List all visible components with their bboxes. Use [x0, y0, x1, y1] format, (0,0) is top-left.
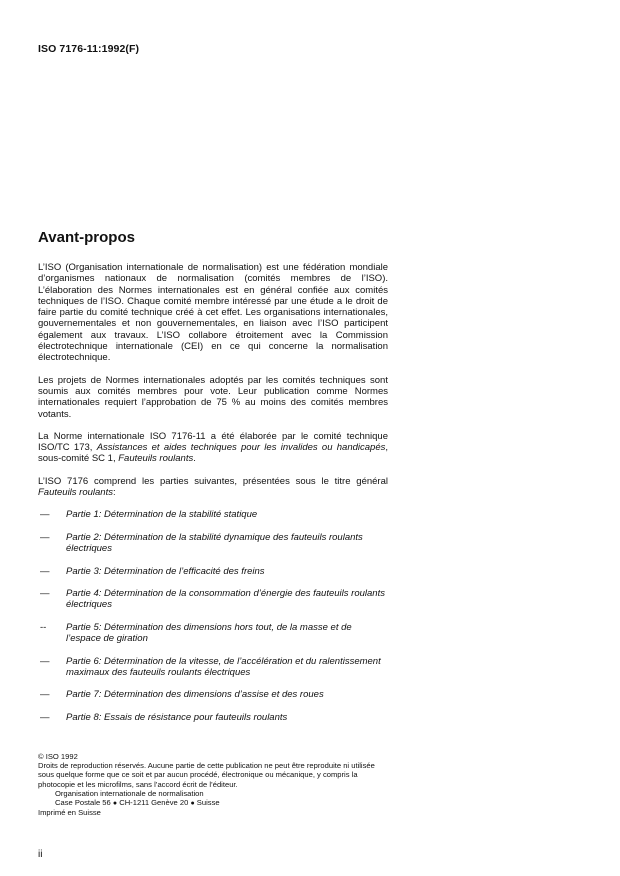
paragraph-parts-intro — [38, 476, 388, 499]
paragraph-committee — [38, 431, 388, 465]
parts-intro-title: Fauteuils roulants — [38, 487, 113, 499]
bullet-separator: ● — [190, 800, 195, 808]
list-dash: — — [40, 711, 50, 723]
committee-lead-text: La Norme internationale ISO 7176-11 a été élaborée par le comité technique ISO/TC 173, — [38, 430, 388, 454]
list-dash: -- — [40, 621, 47, 633]
rights-notice: Droits de reproduction réservés. Aucune partie de cette publication ne peut être reproduite ni utilisée sous quelque forme que ce soit et par aucun procédé, électronique ou mécanique, y compris la photocopie et les microfilms, sans l’accord écrit de l’éditeur. — [38, 761, 375, 789]
address-line-2: CH-1211 Genève 20 — [119, 798, 189, 808]
copyright-footer — [38, 752, 388, 817]
list-dash: — — [40, 509, 50, 521]
list-item — [38, 566, 388, 577]
paragraph-iso-intro: L’ISO (Organisation internationale de normalisation) est une fédération mondiale d’organismes nationaux de normalisation (comités membres de l’ISO). L’élaboration des Normes internationales est en général confiée aux comités techniques de l’ISO. Chaque comité membre intéressé par une étude a le droit de faire partie du comité technique créé à cet effet. Les organisations internationales, gouvernementales et non gouvernementales, en liaison avec l’ISO participent également aux travaux. L’ISO collabore étroitement avec la Commission électrotechnique internationale (CEI) en ce qui concerne la normalisation électrotechnique. — [38, 262, 388, 364]
bullet-separator: ● — [112, 800, 118, 808]
part-text: Partie 7: Détermination des dimensions d’assise et des roues — [66, 689, 324, 701]
address-line-3: Suisse — [196, 798, 220, 808]
part-text: Partie 6: Détermination de la vitesse, de l’accélération et du ralentissement maximaux des fauteuils roulants électriques — [66, 655, 381, 678]
parts-intro-end: : — [112, 487, 116, 499]
list-item — [38, 622, 388, 645]
committee-sc-title: Fauteuils roulants — [118, 453, 194, 465]
printed-in: Imprimé en Suisse — [38, 808, 101, 818]
part-text: Partie 5: Détermination des dimensions hors tout, de la masse et de l’espace de giration — [66, 621, 352, 645]
part-text: Partie 4: Détermination de la consommation d’énergie des fauteuils roulants électriques — [66, 587, 385, 611]
committee-end-text: . — [193, 453, 196, 465]
parts-list — [38, 509, 388, 723]
list-item — [38, 656, 388, 679]
list-dash: — — [40, 531, 50, 543]
copyright-line: © ISO 1992 — [38, 752, 78, 761]
committee-mid-text: , sous-comité SC 1, — [38, 442, 388, 465]
list-dash: — — [40, 689, 50, 701]
part-text: Partie 8: Essais de résistance pour fauteuils roulants — [66, 711, 288, 723]
list-item — [38, 689, 388, 700]
page-number: ii — [38, 849, 43, 860]
address-line-1: Case Postale 56 — [55, 798, 111, 808]
part-text: Partie 2: Détermination de la stabilité dynamique des fauteuils roulants électriques — [66, 531, 363, 555]
section-title: Avant-propos — [38, 229, 135, 246]
part-text: Partie 1: Détermination de la stabilité statique — [66, 509, 258, 521]
list-item — [38, 712, 388, 723]
committee-tc-title: Assistances et aides techniques pour les invalides ou handicapés — [96, 442, 386, 454]
list-item — [38, 532, 388, 555]
list-dash: — — [40, 587, 50, 599]
parts-intro-lead: L’ISO 7176 comprend les parties suivantes, présentées sous le titre général — [38, 475, 388, 487]
list-item — [38, 588, 388, 611]
list-item — [38, 509, 388, 520]
part-text: Partie 3: Détermination de l’efficacité des freins — [66, 565, 265, 577]
document-id: ISO 7176-11:1992(F) — [38, 43, 140, 55]
list-dash: — — [40, 655, 50, 667]
body-text — [38, 262, 388, 734]
paragraph-voting: Les projets de Normes internationales adoptés par les comités techniques sont soumis aux comités membres pour vote. Leur publication comme Normes internationales requiert l’approbation de 75 % au moins des comités membres votants. — [38, 374, 388, 420]
list-dash: — — [40, 565, 50, 577]
postal-address — [38, 798, 388, 808]
organization-name: Organisation internationale de normalisation — [55, 788, 204, 798]
